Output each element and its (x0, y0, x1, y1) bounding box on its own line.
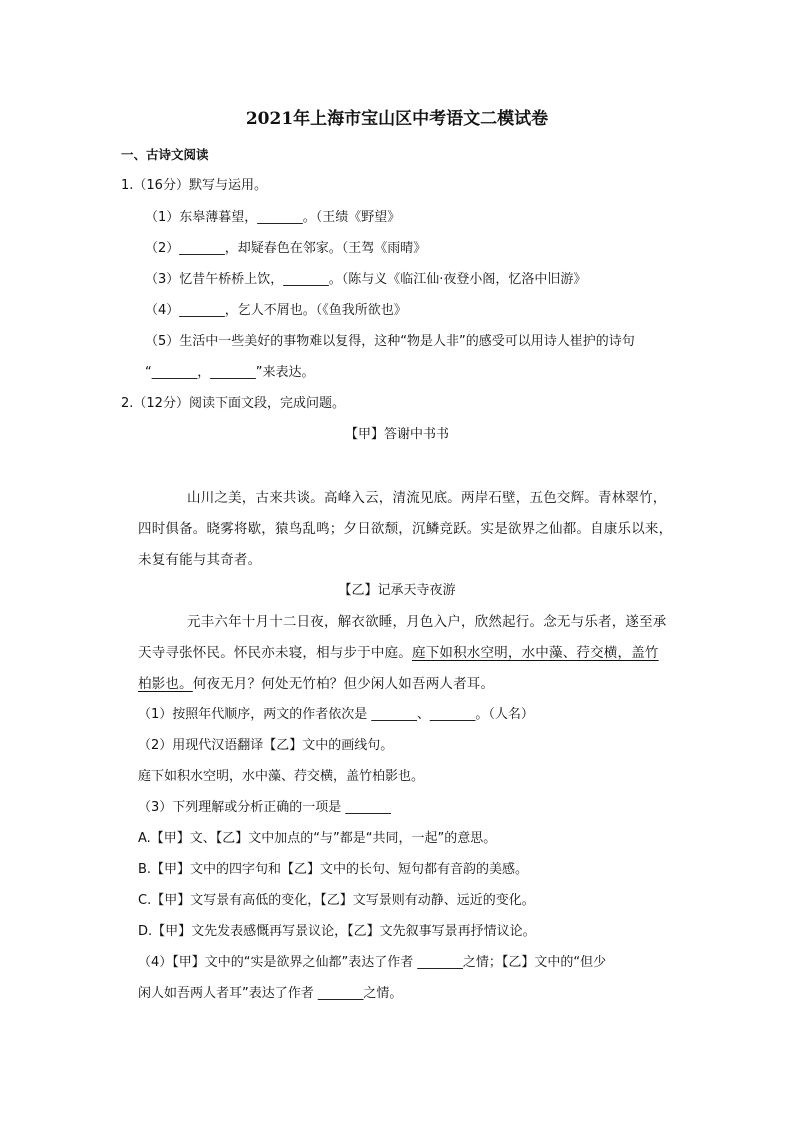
passage-jia-line: 四时俱备。晓雾将歇，猿鸟乱鸣；夕日欲颓，沉鳞竞跃。实是欲界之仙都。自康乐以来， (138, 521, 673, 537)
passage-jia-title: 【甲】答谢中书书 (344, 427, 449, 442)
passage-jia-line: 未复有能与其奇者。 (138, 552, 262, 568)
question-2-stem: 2.（12分）阅读下面文段，完成问题。 (121, 396, 345, 411)
section-heading: 一、古诗文阅读 (121, 147, 209, 162)
q1-item-2: （2）_______，却疑春色在邻家。（王驾《雨晴》 (145, 241, 427, 256)
q2-sub-2-sentence: 庭下如积水空明，水中藻、荇交横，盖竹柏影也。 (138, 769, 425, 784)
q2-sub-3: （3）下列理解或分析正确的一项是 _______ (138, 800, 391, 815)
passage-jia-line: 山川之美，古来共谈。高峰入云，清流见底。两岸石壁，五色交辉。青林翠竹， (187, 490, 667, 506)
page-title: 2021年上海市宝山区中考语文二模试卷 (245, 109, 549, 129)
q1-item-4: （4）_______，乞人不屑也。（《鱼我所欲也》 (145, 303, 407, 318)
q1-item-5: （5）生活中一些美好的事物难以复得，这种“物是人非”的感受可以用诗人崔护的诗句 (145, 334, 635, 349)
q1-item-1: （1）东皋薄暮望，_______。（王绩《野望》 (145, 210, 401, 225)
option-a: A.【甲】文、【乙】文中加点的“与”都是“共同，一起”的意思。 (138, 831, 497, 846)
option-c: C.【甲】文写景有高低的变化，【乙】文写景则有动静、远近的变化。 (138, 893, 535, 908)
passage-yi-plain-text: 何夜无月？何处无竹柏？但少闲人如吾两人者耳。 (192, 676, 495, 692)
option-d: D.【甲】文先发表感慨再写景议论，【乙】文先叙事写景再抒情议论。 (138, 924, 536, 939)
underlined-sentence: 庭下如积水空明，水中藻、荇交横，盖竹 (412, 645, 659, 661)
passage-yi-line: 元丰六年十月十二日夜，解衣欲睡，月色入户，欣然起行。念无与乐者，遂至承 (187, 614, 667, 630)
q2-sub-4: （4）【甲】文中的“实是欲界之仙都”表达了作者 _______之情；【乙】文中的“但少 (138, 955, 607, 970)
q2-sub-2: （2）用现代汉语翻译【乙】文中的画线句。 (138, 738, 394, 753)
q2-sub-4-continued: 闲人如吾两人者耳”表达了作者 _______之情。 (138, 986, 403, 1001)
q2-sub-1: （1）按照年代顺序，两文的作者依次是 _______、_______。（人名） (138, 707, 534, 722)
q1-item-5-continued: “_______，_______”来表达。 (145, 365, 315, 380)
q1-item-3: （3）忆昔午桥桥上饮，_______。（陈与义《临江仙·夜登小阁，忆洛中旧游》 (145, 272, 587, 287)
question-1-stem: 1.（16分）默写与运用。 (121, 178, 267, 193)
underlined-sentence: 柏影也。 (138, 676, 193, 692)
passage-yi-plain-text: 天寺寻张怀民。怀民亦未寝，相与步于中庭。 (138, 645, 412, 661)
option-b: B.【甲】文中的四字句和【乙】文中的长句、短句都有音韵的美感。 (138, 862, 529, 877)
passage-yi-line (138, 675, 494, 693)
passage-yi-line (138, 644, 659, 662)
passage-yi-title: 【乙】记承天寺夜游 (338, 583, 456, 598)
